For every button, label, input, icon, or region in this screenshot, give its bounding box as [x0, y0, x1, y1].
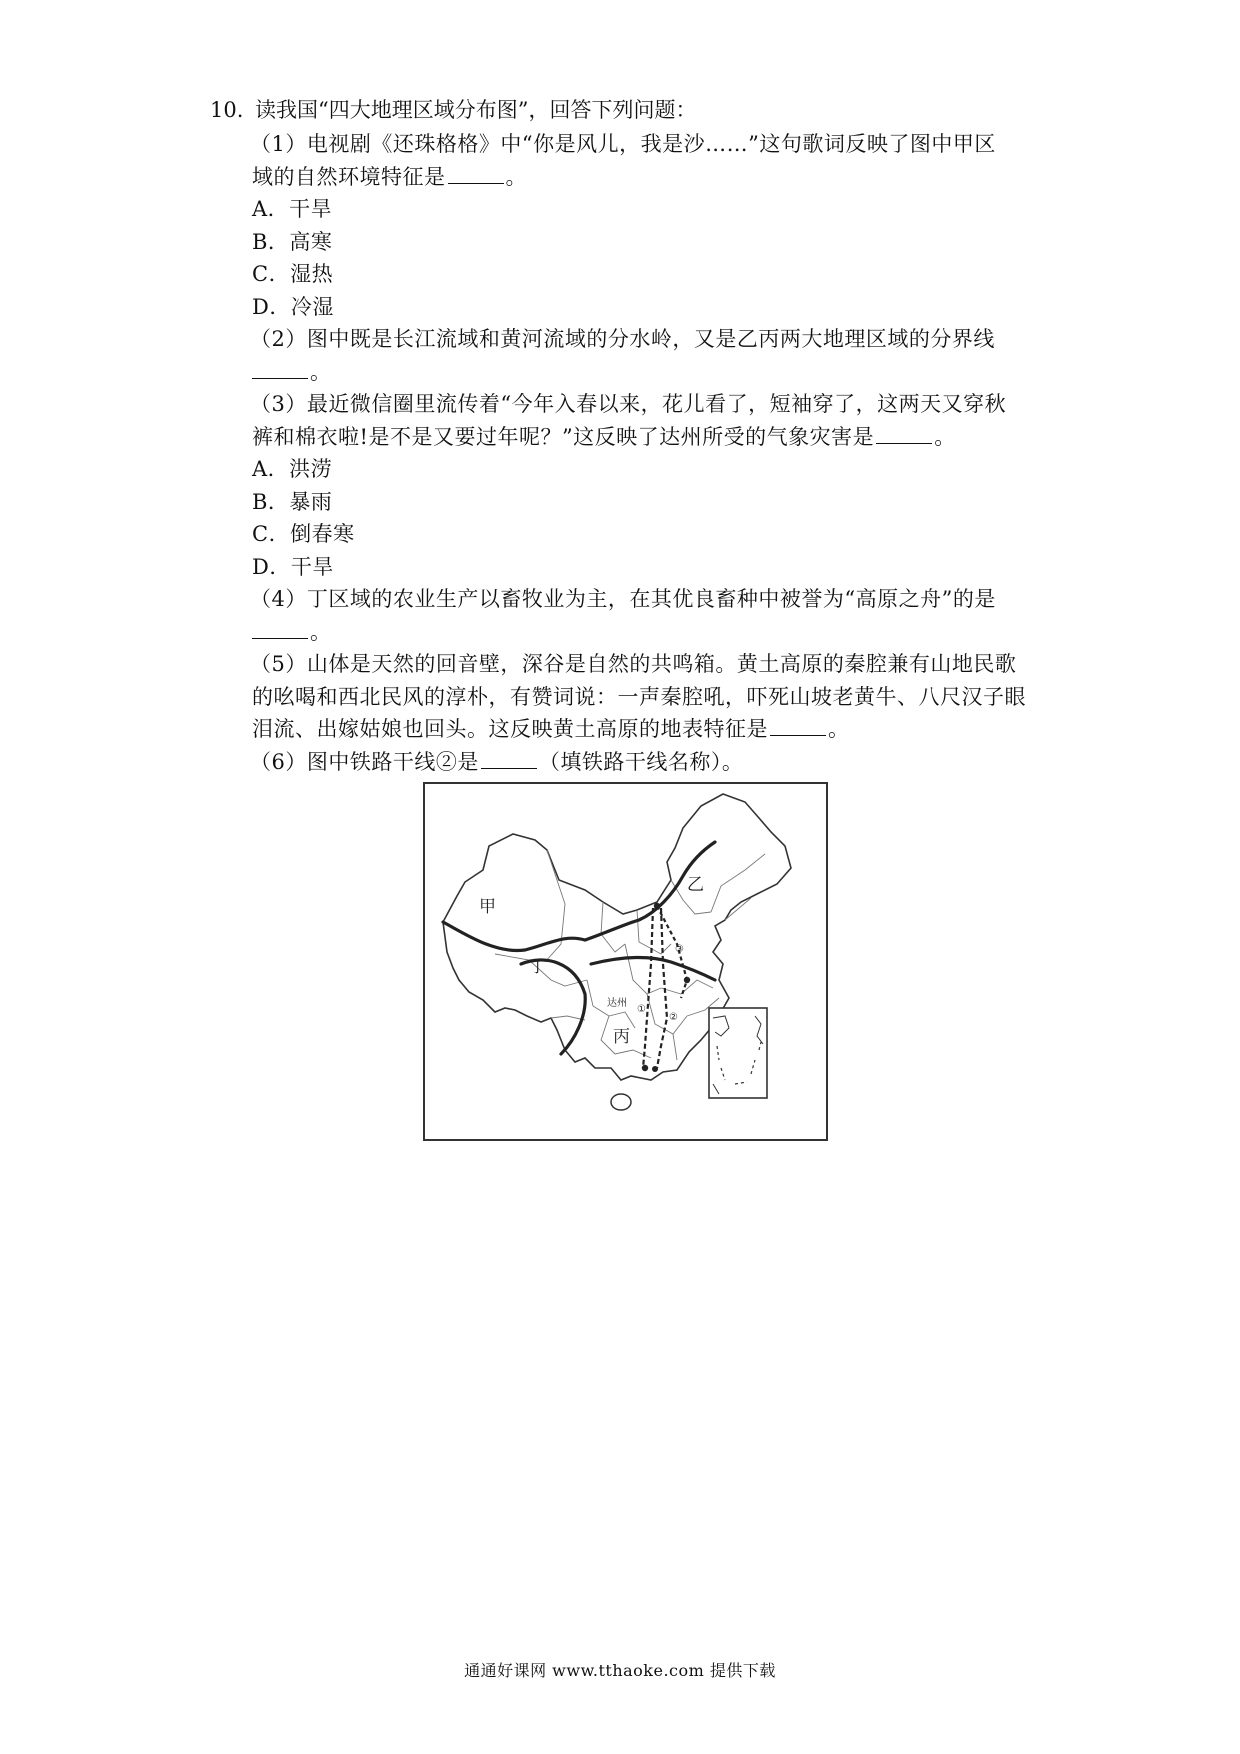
part1-line1: （1）电视剧《还珠格格》中“你是风儿，我是沙……”这句歌词反映了图中甲区 [250, 132, 996, 156]
part5-line1: （5）山体是天然的回音壁，深谷是自然的共鸣箱。黄土高原的秦腔兼有山地民歌 [250, 652, 1017, 676]
part6-text: （6）图中铁路干线②是 [250, 749, 479, 774]
part6-end: （填铁路干线名称）。 [538, 749, 744, 774]
answer-blank-2[interactable] [252, 360, 308, 379]
question-body [252, 128, 1042, 778]
hainan-island [611, 1094, 631, 1110]
part3-option-c: C．倒春寒 [252, 522, 355, 546]
part5-line2: 的吆喝和西北民风的淳朴，有赞词说：一声秦腔吼，吓死山坡老黄牛、八尺汉子眼 [252, 684, 1026, 709]
map-svg [425, 784, 826, 1139]
part4-end: 。 [310, 619, 332, 644]
part3-option-a: A．洪涝 [252, 457, 333, 481]
part5-end: 。 [828, 717, 850, 741]
railway-lines [643, 906, 687, 1068]
answer-blank-5[interactable] [770, 717, 826, 736]
map-label-jia: 甲 [479, 897, 496, 917]
part1-text: 域的自然环境特征是 [252, 164, 446, 189]
answer-blank-6[interactable] [481, 750, 537, 769]
city-dot-shanghai [684, 977, 690, 983]
question-number: 10. [210, 98, 244, 122]
railway-1 [643, 908, 653, 1068]
map-label-rail-2: ② [669, 1012, 678, 1023]
map-label-dazhou: 达州 [607, 998, 627, 1009]
part3-text: 裤和棉衣啦!是不是又要过年呢？”这反映了达州所受的气象灾害是 [252, 424, 875, 449]
map-label-bing: 丙 [613, 1027, 630, 1047]
map-label-ding: 丁 [529, 957, 546, 977]
question-title [210, 94, 696, 126]
answer-blank-3[interactable] [876, 425, 932, 444]
part1-option-c: C．湿热 [252, 262, 334, 286]
part3-option-d: D．干旱 [252, 554, 334, 579]
part1-option-d: D．冷湿 [252, 294, 334, 319]
part3-option-b: B．暴雨 [252, 489, 333, 514]
part3-end: 。 [934, 424, 956, 449]
part4-line2 [252, 616, 1042, 649]
part1-option-b: B．高寒 [252, 229, 333, 254]
part3-line1: （3）最近微信圈里流传着“今年入春以来，花儿看了，短袖穿了，这两天又穿秋 [250, 392, 1007, 416]
part6-line1 [250, 746, 1042, 779]
china-regions-map [423, 782, 828, 1141]
city-dot-shenzhen [652, 1066, 658, 1072]
part1-line2 [252, 161, 1042, 194]
answer-blank-4[interactable] [252, 620, 308, 639]
part3-line2 [252, 421, 1042, 454]
part4-line1: （4）丁区域的农业生产以畜牧业为主，在其优良畜种中被誉为“高原之舟”的是 [250, 587, 996, 611]
part2-end: 。 [310, 359, 332, 384]
map-label-rail-1: ① [637, 1004, 646, 1015]
city-dot-beijing [654, 903, 660, 909]
map-label-rail-3: ③ [675, 944, 684, 955]
part5-line3 [252, 713, 1042, 746]
part2-line2 [252, 356, 1042, 389]
part1-option-a: A．干旱 [252, 197, 333, 221]
part1-end: 。 [505, 164, 527, 189]
part5-text: 泪流、出嫁姑娘也回头。这反映黄土高原的地表特征是 [252, 717, 768, 741]
south-china-sea-inset [709, 1008, 767, 1098]
part2-line1: （2）图中既是长江流域和黄河流域的分水岭，又是乙丙两大地理区域的分界线 [250, 327, 995, 351]
page-footer: 通通好课网 www.tthaoke.com 提供下载 [464, 1661, 776, 1680]
answer-blank-1[interactable] [448, 165, 504, 184]
map-label-yi: 乙 [687, 875, 704, 895]
question-stem: 读我国“四大地理区域分布图”，回答下列问题： [255, 98, 697, 122]
city-dot-guangzhou [642, 1065, 648, 1071]
